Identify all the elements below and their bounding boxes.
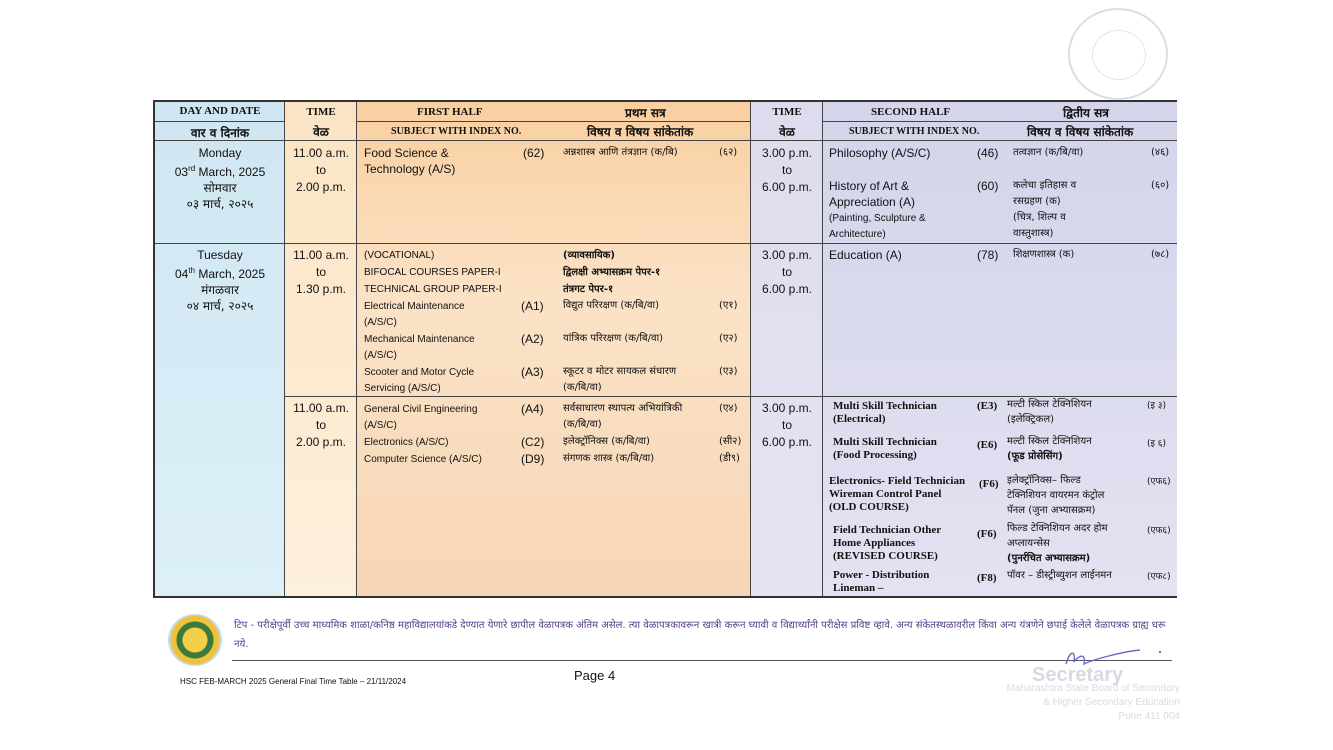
- monday-day: Monday: [198, 146, 242, 160]
- monday-second-subject-2-marathi-2: रसग्रहण (क): [1013, 196, 1061, 207]
- tuesday2-item-3: Computer Science (A/S/C): [364, 454, 482, 465]
- tuesday-first-time: 11.00 a.m. to 1.30 p.m.: [293, 248, 349, 296]
- tuesday2-first-time: 11.00 a.m. to 2.00 p.m.: [293, 401, 349, 449]
- tuesday2-item-2-code-marathi: (सी२): [719, 436, 742, 447]
- tuesday-item-2-marathi: यांत्रिक परिरक्षण (क/बि/वा): [563, 333, 664, 344]
- tuesday2-second-3-marathi: इलेक्ट्रॉनिक्स– फिल्ड टेक्निशियन वायरमन कंट्रोल पॅनल (जुना अभ्यासक्रम): [1007, 475, 1105, 516]
- tuesday2-second-4-code-marathi: (एफ६): [1147, 526, 1171, 536]
- monday-day-marathi: सोमवार: [203, 181, 237, 195]
- tuesday2-second-1: Multi Skill Technician (Electrical): [833, 400, 937, 425]
- monday-second-subject-2-line3: (Painting, Sculpture &: [829, 213, 926, 224]
- tuesday-vocational-marathi: (व्यावसायिक): [563, 250, 615, 261]
- monday-second-code-1: (46): [977, 146, 999, 160]
- monday-second-subject-2-line4: Architecture): [829, 229, 886, 240]
- tuesday-second-time: 3.00 p.m. to 6.00 p.m.: [761, 248, 813, 296]
- tuesday2-second-5: Power - Distribution Lineman –: [833, 569, 930, 594]
- monday-first-subject-marathi: अन्नशास्त्र आणि तंत्रज्ञान (क/बि): [563, 147, 678, 158]
- header-bottom-line: [155, 140, 1177, 141]
- tuesday-day-date: [155, 247, 285, 314]
- monday-second-subject-1: Philosophy (A/S/C): [829, 146, 931, 160]
- tuesday-date: 04th March, 2025: [174, 266, 266, 281]
- board-logo-icon: [168, 614, 222, 666]
- tuesday2-second-2-marathi: मल्टी स्किल टेक्निशियन (फूड प्रोसेसिंग): [1007, 436, 1092, 462]
- secretary-stamp-lines: Maharashtra State Board of Secondary & Higher Secondary Education Pune 411 004: [1006, 683, 1180, 722]
- tuesday-item-1-marathi: विद्युत परिरक्षण (क/बि/वा): [563, 300, 660, 311]
- tuesday2-second-5-code: (F8): [977, 572, 997, 584]
- header-subject-index: SUBJECT WITH INDEX NO.: [391, 126, 522, 137]
- tuesday2-item-3-code: (D9): [521, 452, 545, 466]
- header-divider: [155, 121, 285, 122]
- tuesday-item-2-line2: (A/S/C): [364, 350, 397, 361]
- tuesday-item-1-code-marathi: (ए१): [719, 300, 738, 311]
- board-seal-watermark: [1068, 8, 1168, 100]
- footer-divider: [232, 660, 1172, 661]
- header-second-half-marathi: द्वितीय सत्र: [1063, 106, 1109, 120]
- tuesday2-item-2-code: (C2): [521, 435, 545, 449]
- monday-second-code-2-marathi: (६०): [1151, 180, 1170, 191]
- header-second-half: SECOND HALF: [871, 106, 951, 118]
- header-day-date-marathi: वार व दिनांक: [190, 126, 250, 140]
- header-time: TIME: [306, 106, 336, 118]
- timetable-table: [153, 100, 1177, 598]
- tuesday-day: Tuesday: [197, 248, 243, 262]
- header-day-date: DAY AND DATE: [179, 105, 261, 117]
- tuesday2-item-1-code-marathi: (ए४): [719, 403, 738, 414]
- header-divider: [823, 121, 1177, 122]
- footer-document-title: HSC FEB-MARCH 2025 General Final Time Table – 21/11/2024: [180, 677, 407, 686]
- tuesday-technical: TECHNICAL GROUP PAPER-I: [364, 284, 502, 295]
- tuesday2-second-2-code: (E6): [977, 439, 998, 451]
- tuesday-item-3-code: (A3): [521, 365, 544, 379]
- tuesday2-second-2-code-marathi: (इ ६): [1147, 439, 1166, 449]
- header-first-half-marathi: प्रथम सत्र: [625, 106, 666, 120]
- monday-first-subject-line2: Technology (A/S): [364, 162, 456, 176]
- tuesday2-second-4-code: (F6): [977, 528, 997, 540]
- tuesday2-second-1-code-marathi: (इ ३): [1147, 401, 1166, 411]
- tuesday-item-1-line2: (A/S/C): [364, 317, 397, 328]
- tuesday-item-1-code: (A1): [521, 299, 544, 313]
- tuesday2-second-4: Field Technician Other Home Appliances (REVISED COURSE): [833, 524, 942, 562]
- tuesday2-second-1-code: (E3): [977, 400, 998, 412]
- tuesday-item-1: Electrical Maintenance: [364, 301, 465, 312]
- tuesday2-second-3-code: (F6): [979, 478, 999, 490]
- tuesday-item-3-line2: Servicing (A/S/C): [364, 383, 441, 394]
- tuesday2-item-1-marathi: सर्वसाधारण स्थापत्य अभियांत्रिकी: [563, 403, 683, 414]
- footer-note: टिप - परीक्षेपूर्वी उच्च माध्यमिक शाळा/कनिष्ठ महाविद्यालयांकडे देण्यात येणारे छापील वेळापत्रक अंतिम असेल. त्या वेळापत्रकावरून खात्री करून घ्यावी व विद्यार्थ्यांनी परीक्षेस प्रविष्ट व्हावे. अन्य संकेतस्थळावरील किंवा अन्य यंत्रणेने छपाई केलेले वेळापत्रक ग्राह्य धरू नये.: [234, 620, 1166, 650]
- page-number: Page 4: [574, 668, 616, 683]
- monday-first-subject: Food Science &: [364, 146, 449, 160]
- monday-second-code-2: (60): [977, 179, 999, 193]
- tuesday-item-3-code-marathi: (ए३): [719, 366, 738, 377]
- tuesday-item-3-marathi: स्कूटर व मोटर सायकल संधारण: [563, 366, 677, 377]
- tuesday2-item-3-marathi: संगणक शास्त्र (क/बि/वा): [563, 453, 655, 464]
- monday-second-subject-2-marathi: कलेचा इतिहास व: [1013, 180, 1077, 191]
- tuesday-vocational: (VOCATIONAL): [364, 250, 435, 261]
- monday-row-line: [155, 243, 1177, 244]
- tuesday2-second-2: Multi Skill Technician (Food Processing): [833, 436, 937, 461]
- monday-second-subject-2-marathi-4: वास्तुशास्त्र): [1013, 228, 1054, 239]
- tuesday2-second-time: 3.00 p.m. to 6.00 p.m.: [761, 401, 813, 449]
- monday-second-code-1-marathi: (४६): [1151, 147, 1170, 158]
- second-half-column: [823, 102, 1177, 596]
- monday-first-code: (62): [523, 146, 545, 160]
- tuesday2-item-1-line2: (A/S/C): [364, 420, 397, 431]
- tuesday2-second-3-code-marathi: (एफ६): [1147, 477, 1171, 487]
- header-subject-index-2: SUBJECT WITH INDEX NO.: [849, 126, 980, 137]
- secretary-stamp-text: Secretary: [1032, 664, 1124, 686]
- tuesday-technical-marathi: तंत्रगट पेपर-१: [563, 284, 614, 295]
- monday-date: 03rd March, 2025: [174, 164, 266, 179]
- tuesday-second-subject-marathi: शिक्षणशास्त्र (क): [1013, 249, 1075, 260]
- tuesday-date-marathi: ०४ मार्च, २०२५: [186, 299, 254, 313]
- tuesday2-second-5-code-marathi: (एफ८): [1147, 572, 1171, 582]
- header-time-2-marathi: वेळ: [779, 125, 795, 139]
- tuesday-item-2-code-marathi: (ए२): [719, 333, 738, 344]
- monday-second-subject-2-line2: Appreciation (A): [829, 195, 916, 209]
- tuesday-second-subject: Education (A): [829, 248, 902, 262]
- tuesday-item-2-code: (A2): [521, 332, 544, 346]
- header-time-marathi: वेळ: [313, 125, 329, 139]
- tuesday2-item-1-code: (A4): [521, 402, 544, 416]
- tuesday2-item-3-code-marathi: (डी९): [719, 453, 740, 464]
- tuesday-item-3-marathi-2: (क/बि/वा): [563, 382, 602, 393]
- monday-date-marathi: ०३ मार्च, २०२५: [186, 197, 254, 211]
- monday-day-date: [155, 145, 285, 212]
- tuesday-second-code: (78): [977, 248, 999, 262]
- monday-second-subject-1-marathi: तत्वज्ञान (क/बि/वा): [1013, 147, 1084, 158]
- header-first-half: FIRST HALF: [417, 106, 483, 118]
- tuesday2-second-1-marathi: मल्टी स्किल टेक्निशियन (इलेक्ट्रिकल): [1007, 399, 1092, 425]
- monday-second-subject-2-marathi-3: (चित्र, शिल्प व: [1013, 212, 1066, 223]
- tuesday-bifocal-marathi: द्विलक्षी अभ्यासक्रम पेपर-१: [563, 267, 661, 278]
- tuesday-item-2: Mechanical Maintenance: [364, 334, 475, 345]
- tuesday2-item-2: Electronics (A/S/C): [364, 437, 449, 448]
- tuesday2-second-5-marathi: पॉवर – डीस्ट्रीब्युशन लाईनमन: [1007, 570, 1112, 581]
- tuesday-day-marathi: मंगळवार: [201, 283, 239, 297]
- monday-first-code-marathi: (६२): [719, 147, 738, 158]
- tuesday-item-3: Scooter and Motor Cycle: [364, 367, 475, 378]
- tuesday2-item-2-marathi: इलेक्ट्रॉनिक्स (क/बि/वा): [563, 436, 650, 447]
- tuesday2-second-4-marathi: फिल्ड टेक्निशियन अदर होम अप्लायन्सेस (पुनर्रचित अभ्यासक्रम): [1007, 523, 1108, 564]
- header-subject-index-2-marathi: विषय व विषय सांकेतांक: [1027, 125, 1134, 139]
- header-subject-index-marathi: विषय व विषय सांकेतांक: [587, 125, 694, 139]
- header-time-2: TIME: [772, 106, 802, 118]
- tuesday-second-code-marathi: (७८): [1151, 249, 1170, 260]
- tuesday2-second-3: Electronics- Field Technician Wireman Control Panel (OLD COURSE): [829, 475, 966, 513]
- tuesday2-item-1: General Civil Engineering: [364, 404, 478, 415]
- monday-second-time: 3.00 p.m. to 6.00 p.m.: [761, 146, 813, 194]
- monday-first-time: 11.00 a.m. to 2.00 p.m.: [293, 146, 349, 194]
- tuesday2-item-1-marathi-2: (क/बि/वा): [563, 419, 602, 430]
- monday-second-subject-2: History of Art &: [829, 179, 910, 193]
- tuesday-bifocal: BIFOCAL COURSES PAPER-I: [364, 267, 501, 278]
- header-divider: [357, 121, 751, 122]
